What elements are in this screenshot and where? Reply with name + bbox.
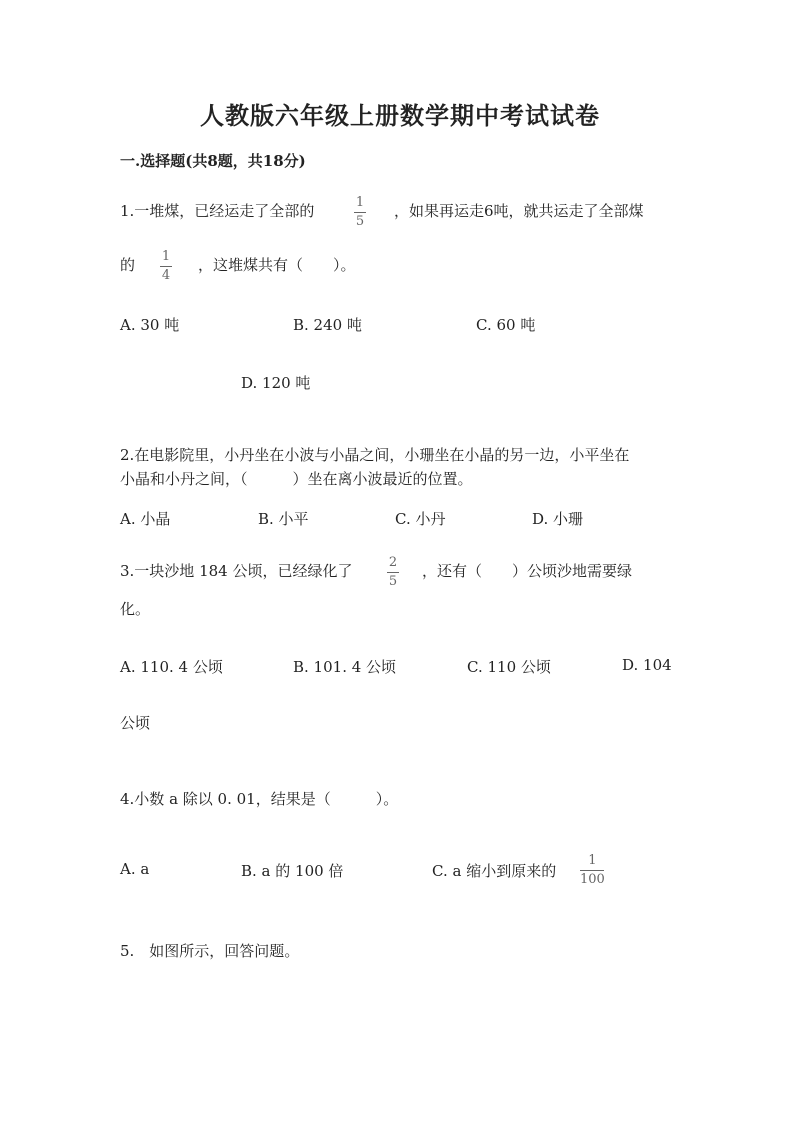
question-3-text-c: 化。 bbox=[120, 600, 151, 618]
fraction-denominator: 100 bbox=[580, 872, 605, 887]
question-2-line-1: 2.在电影院里，小丹坐在小波与小晶之间，小珊坐在小晶的另一边，小平坐在 bbox=[120, 446, 630, 464]
fraction-one-quarter bbox=[160, 250, 172, 283]
q1-option-d[interactable]: D. 120 吨 bbox=[241, 374, 311, 392]
question-3-text-b: ，还有（ ）公顷沙地需要绿 bbox=[422, 562, 633, 580]
fraction-numerator: 1 bbox=[161, 249, 171, 264]
question-2-line-2: 小晶和小丹之间，（ ）坐在离小波最近的位置。 bbox=[120, 470, 473, 488]
q2-option-a[interactable]: A. 小晶 bbox=[120, 510, 171, 528]
fraction-bar bbox=[580, 870, 604, 871]
q3-option-a[interactable]: A. 110. 4 公顷 bbox=[120, 658, 223, 676]
q1-option-a[interactable]: A. 30 吨 bbox=[120, 316, 180, 334]
question-1-text-c: 的 bbox=[120, 256, 136, 274]
fraction-one-fifth bbox=[354, 196, 366, 229]
q2-option-b[interactable]: B. 小平 bbox=[258, 510, 309, 528]
q2-option-c[interactable]: C. 小丹 bbox=[395, 510, 446, 528]
question-1-text-a: 1.一堆煤，已经运走了全部的 bbox=[120, 202, 315, 220]
question-3-text-a: 3.一块沙地 184 公顷，已经绿化了 bbox=[120, 562, 353, 580]
fraction-two-fifths bbox=[387, 556, 399, 589]
q1-option-c[interactable]: C. 60 吨 bbox=[476, 316, 536, 334]
fraction-denominator: 5 bbox=[355, 214, 365, 229]
q4-option-a[interactable]: A. a bbox=[120, 860, 150, 878]
question-4-text: 4.小数 a 除以 0. 01，结果是（ ）。 bbox=[120, 790, 399, 808]
q3-option-d[interactable]: D. 104 bbox=[622, 656, 672, 674]
fraction-bar bbox=[387, 572, 399, 573]
q4-option-b[interactable]: B. a 的 100 倍 bbox=[241, 862, 344, 880]
fraction-bar bbox=[160, 266, 172, 267]
q4-option-c[interactable]: C. a 缩小到原来的 bbox=[432, 862, 557, 880]
q3-option-d-continued: 公顷 bbox=[120, 714, 151, 732]
q1-option-b[interactable]: B. 240 吨 bbox=[293, 316, 362, 334]
fraction-denominator: 4 bbox=[161, 268, 171, 283]
section-heading: 一.选择题(共8题，共18分) bbox=[120, 152, 306, 170]
fraction-denominator: 5 bbox=[388, 574, 398, 589]
question-1-text-d: ，这堆煤共有（ ）。 bbox=[198, 256, 356, 274]
fraction-numerator: 2 bbox=[388, 555, 398, 570]
q3-option-c[interactable]: C. 110 公顷 bbox=[467, 658, 551, 676]
fraction-one-hundredth bbox=[580, 854, 605, 887]
question-1-text-b: ，如果再运走6吨，就共运走了全部煤 bbox=[394, 202, 644, 220]
fraction-bar bbox=[354, 212, 366, 213]
fraction-numerator: 1 bbox=[588, 853, 597, 868]
fraction-numerator: 1 bbox=[355, 195, 365, 210]
q3-option-b[interactable]: B. 101. 4 公顷 bbox=[293, 658, 397, 676]
q2-option-d[interactable]: D. 小珊 bbox=[532, 510, 584, 528]
page-title: 人教版六年级上册数学期中考试试卷 bbox=[200, 101, 600, 130]
question-5-text: 5. 如图所示，回答问题。 bbox=[120, 942, 300, 960]
